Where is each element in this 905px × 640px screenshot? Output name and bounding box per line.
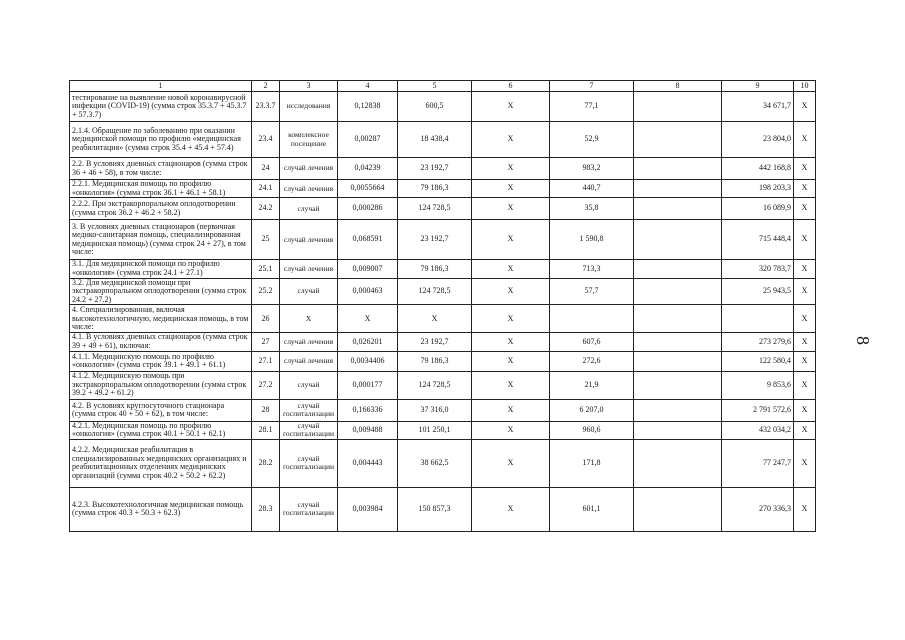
- table-row: [70, 122, 816, 158]
- table-cell-col7: 272,6: [550, 351, 634, 371]
- table-cell-col8: [634, 260, 722, 278]
- header-cell: 5: [398, 81, 472, 92]
- table-cell-col10: Х: [794, 439, 816, 487]
- table-cell-col2: 28.3: [252, 487, 280, 531]
- table-cell-col9: 432 034,2: [722, 421, 794, 439]
- table-cell-col2: 25.1: [252, 260, 280, 278]
- table-cell-col8: [634, 351, 722, 371]
- table-cell-col3: случай: [280, 198, 338, 220]
- page-number: 8: [853, 336, 873, 345]
- table-cell-col7: 52,9: [550, 122, 634, 158]
- table-cell-col5: 79 186,3: [398, 351, 472, 371]
- table-cell-col10: Х: [794, 333, 816, 351]
- table-cell-col5: 101 250,1: [398, 421, 472, 439]
- table-cell-col1: 3.1. Для медицинской помощи по профилю «онкология» (сумма строк 24.1 + 27.1): [70, 260, 252, 278]
- header-cell: 8: [634, 81, 722, 92]
- table-cell-col2: 23.4: [252, 122, 280, 158]
- table-cell-col1: 2.2. В условиях дневных стационаров (сумма строк 36 + 46 + 58), в том числе:: [70, 158, 252, 180]
- table-cell-col4: 0,004443: [338, 439, 398, 487]
- table-row: [70, 220, 816, 260]
- table-cell-col9: 715 448,4: [722, 220, 794, 260]
- table-cell-col8: [634, 92, 722, 122]
- table-row: [70, 371, 816, 399]
- table-row: [70, 198, 816, 220]
- table-cell-col7: 21,9: [550, 371, 634, 399]
- table-cell-col10: Х: [794, 220, 816, 260]
- table-cell-col6: Х: [472, 333, 550, 351]
- header-cell: 2: [252, 81, 280, 92]
- table-cell-col4: 0,12838: [338, 92, 398, 122]
- table-row: [70, 305, 816, 333]
- header-row: [70, 81, 816, 92]
- table-cell-col7: 607,6: [550, 333, 634, 351]
- table-cell-col2: 28.1: [252, 421, 280, 439]
- table-cell-col6: Х: [472, 371, 550, 399]
- table-cell-col6: Х: [472, 198, 550, 220]
- table-cell-col1: 4.2.1. Медицинская помощь по профилю «онкология» (сумма строк 40.1 + 50.1 + 62.1): [70, 421, 252, 439]
- table-cell-col7: 601,1: [550, 487, 634, 531]
- table-cell-col9: 25 943,5: [722, 278, 794, 305]
- table-cell-col8: [634, 333, 722, 351]
- table-cell-col9: 122 580,4: [722, 351, 794, 371]
- table-cell-col1: 4. Специализированная, включая высокотехнологичную, медицинская помощь, в том числе:: [70, 305, 252, 333]
- table-cell-col4: 0,000463: [338, 278, 398, 305]
- table-cell-col1: 3. В условиях дневных стационаров (первичная медико-санитарная помощь, специализированная медицинская помощь) (сумма строк 24 + 27), в том числе:: [70, 220, 252, 260]
- table-cell-col4: 0,000177: [338, 371, 398, 399]
- table-cell-col9: 273 279,6: [722, 333, 794, 351]
- table-cell-col4: 0,000286: [338, 198, 398, 220]
- table-cell-col2: 24.2: [252, 198, 280, 220]
- table-cell-col9: 2 791 572,6: [722, 399, 794, 421]
- table-cell-col6: Х: [472, 158, 550, 180]
- table-cell-col3: случай лечения: [280, 220, 338, 260]
- table-cell-col8: [634, 220, 722, 260]
- table-cell-col4: 0,068591: [338, 220, 398, 260]
- table-cell-col2: 24: [252, 158, 280, 180]
- table-cell-col10: Х: [794, 371, 816, 399]
- table-cell-col10: Х: [794, 260, 816, 278]
- table-cell-col7: 57,7: [550, 278, 634, 305]
- table-cell-col10: Х: [794, 198, 816, 220]
- table-cell-col10: Х: [794, 351, 816, 371]
- table-cell-col5: 124 728,5: [398, 371, 472, 399]
- table-cell-col7: 983,2: [550, 158, 634, 180]
- table-cell-col2: 24.1: [252, 180, 280, 198]
- table-cell-col6: Х: [472, 439, 550, 487]
- table-cell-col9: 320 783,7: [722, 260, 794, 278]
- table-cell-col4: 0,009488: [338, 421, 398, 439]
- table-row: [70, 421, 816, 439]
- table-cell-col6: Х: [472, 278, 550, 305]
- table-cell-col1: 4.2. В условиях круглосуточного стационара (сумма строк 40 + 50 + 62), в том числе:: [70, 399, 252, 421]
- table-cell-col5: 37 316,0: [398, 399, 472, 421]
- table-cell-col3: случай госпитализации: [280, 399, 338, 421]
- table-cell-col2: 25.2: [252, 278, 280, 305]
- header-cell: 10: [794, 81, 816, 92]
- table-cell-col8: [634, 399, 722, 421]
- table-cell-col10: Х: [794, 92, 816, 122]
- table-cell-col6: Х: [472, 421, 550, 439]
- table-cell-col7: 77,1: [550, 92, 634, 122]
- table-cell-col9: 23 804,0: [722, 122, 794, 158]
- table-cell-col1: 4.1.1. Медицинскую помощь по профилю «онкология» (сумма строк 39.1 + 49.1 + 61.1): [70, 351, 252, 371]
- table-cell-col10: Х: [794, 421, 816, 439]
- table-cell-col5: 79 186,3: [398, 180, 472, 198]
- table-cell-col5: 124 728,5: [398, 198, 472, 220]
- table-row: [70, 278, 816, 305]
- table-cell-col5: 23 192,7: [398, 333, 472, 351]
- table-cell-col3: исследования: [280, 92, 338, 122]
- table-cell-col9: 34 671,7: [722, 92, 794, 122]
- header-cell: 4: [338, 81, 398, 92]
- table-cell-col9: [722, 305, 794, 333]
- tariff-table: [69, 80, 816, 532]
- table-cell-col5: Х: [398, 305, 472, 333]
- table-cell-col4: 0,026201: [338, 333, 398, 351]
- table-cell-col10: Х: [794, 399, 816, 421]
- table-cell-col3: Х: [280, 305, 338, 333]
- table-cell-col1: 2.1.4. Обращение по заболеванию при оказании медицинской помощи по профилю «медицинская реабилитация» (сумма строк 35.4 + 45.4 + 57.4): [70, 122, 252, 158]
- table-cell-col9: 442 168,8: [722, 158, 794, 180]
- table-cell-col8: [634, 122, 722, 158]
- table-row: [70, 439, 816, 487]
- table-cell-col2: 27.1: [252, 351, 280, 371]
- table-cell-col5: 150 857,3: [398, 487, 472, 531]
- table-row: [70, 333, 816, 351]
- table-cell-col10: Х: [794, 180, 816, 198]
- table-cell-col6: Х: [472, 351, 550, 371]
- table-cell-col10: Х: [794, 487, 816, 531]
- table-cell-col1: 2.2.1. Медицинская помощь по профилю «онкология» (сумма строк 36.1 + 46.1 + 58.1): [70, 180, 252, 198]
- table-cell-col7: 35,8: [550, 198, 634, 220]
- table-cell-col6: Х: [472, 487, 550, 531]
- table-cell-col4: 0,166336: [338, 399, 398, 421]
- table-cell-col6: Х: [472, 92, 550, 122]
- table-cell-col3: случай лечения: [280, 260, 338, 278]
- table-cell-col2: 28.2: [252, 439, 280, 487]
- table-row: [70, 180, 816, 198]
- table-cell-col2: 26: [252, 305, 280, 333]
- header-cell: 9: [722, 81, 794, 92]
- table-cell-col4: 0,009007: [338, 260, 398, 278]
- table-cell-col10: Х: [794, 305, 816, 333]
- table-cell-col3: случай лечения: [280, 333, 338, 351]
- table-cell-col2: 23.3.7: [252, 92, 280, 122]
- table-cell-col6: Х: [472, 260, 550, 278]
- header-cell: 1: [70, 81, 252, 92]
- table-cell-col3: случай госпитализации: [280, 487, 338, 531]
- table-cell-col7: 440,7: [550, 180, 634, 198]
- table-cell-col1: 4.1.2. Медицинскую помощь при экстракорпоральном оплодотворении (сумма строк 39.2 + 49.2 + 61.2): [70, 371, 252, 399]
- table-cell-col5: 124 728,5: [398, 278, 472, 305]
- table-cell-col7: 1 590,8: [550, 220, 634, 260]
- table-cell-col6: Х: [472, 220, 550, 260]
- table-cell-col3: случай: [280, 371, 338, 399]
- table-cell-col8: [634, 421, 722, 439]
- table-cell-col6: Х: [472, 305, 550, 333]
- table-cell-col8: [634, 278, 722, 305]
- table-cell-col10: Х: [794, 122, 816, 158]
- table-cell-col8: [634, 371, 722, 399]
- table-row: [70, 487, 816, 531]
- table-cell-col2: 27.2: [252, 371, 280, 399]
- table-cell-col3: случай: [280, 278, 338, 305]
- table-row: [70, 399, 816, 421]
- table-cell-col1: 4.2.3. Высокотехнологичная медицинская помощь (сумма строк 40.3 + 50.3 + 62.3): [70, 487, 252, 531]
- table-cell-col4: 0,003984: [338, 487, 398, 531]
- table-cell-col6: Х: [472, 180, 550, 198]
- header-cell: 6: [472, 81, 550, 92]
- table-cell-col7: [550, 305, 634, 333]
- table-cell-col8: [634, 305, 722, 333]
- table-cell-col4: 0,0055664: [338, 180, 398, 198]
- table-cell-col6: Х: [472, 122, 550, 158]
- table-cell-col5: 79 186,3: [398, 260, 472, 278]
- table-cell-col6: Х: [472, 399, 550, 421]
- table-cell-col4: Х: [338, 305, 398, 333]
- table-cell-col8: [634, 198, 722, 220]
- header-cell: 3: [280, 81, 338, 92]
- table-row: [70, 158, 816, 180]
- table-cell-col9: 9 853,6: [722, 371, 794, 399]
- table-cell-col9: 270 336,3: [722, 487, 794, 531]
- table-cell-col5: 600,5: [398, 92, 472, 122]
- table-cell-col5: 18 438,4: [398, 122, 472, 158]
- table-cell-col3: случай лечения: [280, 158, 338, 180]
- table-cell-col7: 960,6: [550, 421, 634, 439]
- table-cell-col5: 38 662,5: [398, 439, 472, 487]
- table-cell-col7: 6 207,0: [550, 399, 634, 421]
- table-cell-col3: случай лечения: [280, 180, 338, 198]
- table-cell-col5: 23 192,7: [398, 158, 472, 180]
- table-cell-col5: 23 192,7: [398, 220, 472, 260]
- table-cell-col1: тестирование на выявление новой коронавирусной инфекции (COVID-19) (сумма строк 35.3.7 + 45.3.7 + 57.3.7): [70, 92, 252, 122]
- table-cell-col3: случай лечения: [280, 351, 338, 371]
- table-cell-col3: случай госпитализации: [280, 421, 338, 439]
- table-cell-col4: 0,00287: [338, 122, 398, 158]
- table-cell-col4: 0,04239: [338, 158, 398, 180]
- table-row: [70, 260, 816, 278]
- table-cell-col1: 4.2.2. Медицинская реабилитация в специализированных медицинских организациях и реабилитационных отделениях медицинских организаций (сумма строк 40.2 + 50.2 + 62.2): [70, 439, 252, 487]
- table-cell-col10: Х: [794, 158, 816, 180]
- table-cell-col8: [634, 439, 722, 487]
- table-cell-col9: 198 203,3: [722, 180, 794, 198]
- table-body: [70, 81, 816, 532]
- table-cell-col3: комплексное посещение: [280, 122, 338, 158]
- table-cell-col7: 171,8: [550, 439, 634, 487]
- table-cell-col1: 4.1. В условиях дневных стационаров (сумма строк 39 + 49 + 61), включая:: [70, 333, 252, 351]
- table-cell-col9: 16 089,9: [722, 198, 794, 220]
- table-cell-col3: случай госпитализации: [280, 439, 338, 487]
- table-cell-col9: 77 247,7: [722, 439, 794, 487]
- table-cell-col2: 27: [252, 333, 280, 351]
- table-cell-col8: [634, 180, 722, 198]
- table-cell-col2: 28: [252, 399, 280, 421]
- table-cell-col8: [634, 487, 722, 531]
- table-row: [70, 351, 816, 371]
- table-cell-col4: 0,0034406: [338, 351, 398, 371]
- table-cell-col1: 3.2. Для медицинской помощи при экстракорпоральном оплодотворении (сумма строк 24.2 + 27.2): [70, 278, 252, 305]
- table-cell-col8: [634, 158, 722, 180]
- table-cell-col10: Х: [794, 278, 816, 305]
- table-cell-col7: 713,3: [550, 260, 634, 278]
- table-cell-col2: 25: [252, 220, 280, 260]
- header-cell: 7: [550, 81, 634, 92]
- table-cell-col1: 2.2.2. При экстракорпоральном оплодотворении (сумма строк 36.2 + 46.2 + 58.2): [70, 198, 252, 220]
- table-row: [70, 92, 816, 122]
